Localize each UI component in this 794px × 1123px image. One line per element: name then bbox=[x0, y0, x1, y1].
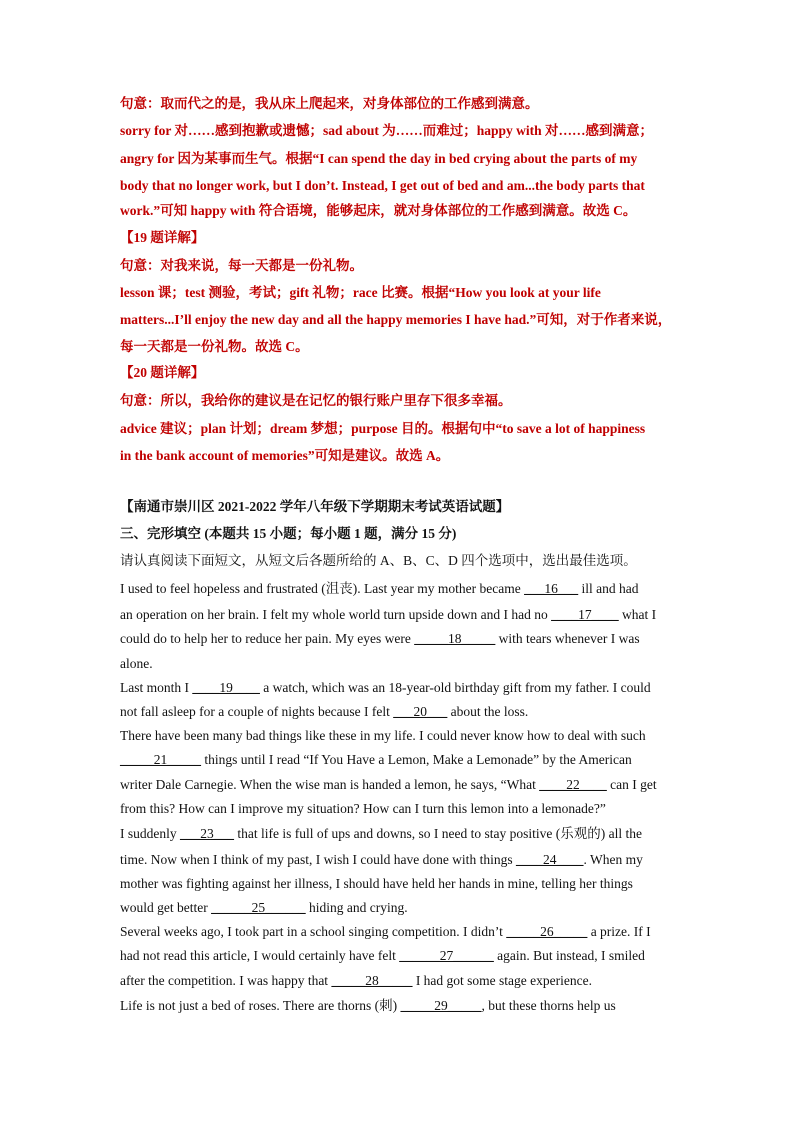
passage-line bbox=[120, 679, 651, 697]
explanation-line: 句意：对我来说，每一天都是一份礼物。 bbox=[120, 258, 363, 273]
blank-23: ___23___ bbox=[180, 826, 234, 841]
passage-text: things until I read “If You Have a Lemon, Make a Lemonade” by the American bbox=[201, 752, 632, 767]
passage-text: had not read this article, I would certainly have felt bbox=[120, 948, 400, 963]
passage-line bbox=[120, 727, 646, 745]
section-heading: 三、完形填空 (本题共 15 小题；每小题 1 题，满分 15 分) bbox=[120, 526, 457, 541]
passage-text: what I bbox=[618, 607, 657, 622]
passage-line bbox=[120, 800, 606, 818]
passage-text: There have been many bad things like these in my life. I could never know how to deal with such bbox=[120, 728, 646, 743]
blank-17: ____17____ bbox=[551, 607, 619, 622]
passage-line bbox=[120, 899, 408, 917]
passage-line bbox=[120, 630, 640, 648]
explanation-line: sorry for 对……感到抱歉或遗憾；sad about 为……而难过；happy with 对……感到满意； bbox=[120, 123, 654, 138]
explanation-line: 句意：取而代之的是，我从床上爬起来，对身体部位的工作感到满意。 bbox=[120, 96, 539, 111]
passage-text: alone. bbox=[120, 656, 153, 671]
passage-line bbox=[120, 825, 642, 843]
passage-text: from this? How can I improve my situation? How can I turn this lemon into a lemonade?” bbox=[120, 801, 606, 816]
passage-text: Life is not just a bed of roses. There are thorns (刺) bbox=[120, 998, 401, 1013]
passage-text: I used to feel hopeless and frustrated (沮丧). Last year my mother became bbox=[120, 581, 525, 596]
passage-line bbox=[120, 972, 592, 990]
passage-text: again. But instead, I smiled bbox=[493, 948, 645, 963]
explanation-line: work.”可知 happy with 符合语境，能够起床，就对身体部位的工作感到满意。故选 C。 bbox=[120, 203, 637, 218]
passage-text: after the competition. I was happy that bbox=[120, 973, 332, 988]
explanation-line: in the bank account of memories”可知是建议。故选 A。 bbox=[120, 448, 450, 463]
passage-text: hiding and crying. bbox=[305, 900, 408, 915]
passage-text: Several weeks ago, I took part in a school singing competition. I didn’t bbox=[120, 924, 507, 939]
exam-title: 【南通市崇川区 2021-2022 学年八年级下学期期末考试英语试题】 bbox=[120, 499, 510, 514]
passage-line bbox=[120, 997, 616, 1015]
explanation-line: body that no longer work, but I don’t. Instead, I get out of bed and am...the body parts that bbox=[120, 178, 645, 193]
passage-text: would get better bbox=[120, 900, 212, 915]
explanation-line: 句意：所以，我给你的建议是在记忆的银行账户里存下很多幸福。 bbox=[120, 393, 512, 408]
passage-text: I had got some stage experience. bbox=[412, 973, 592, 988]
blank-26: _____26_____ bbox=[506, 924, 588, 939]
passage-line bbox=[120, 580, 638, 598]
passage-line bbox=[120, 923, 651, 941]
blank-22: ____22____ bbox=[539, 777, 607, 792]
blank-16: ___16___ bbox=[524, 581, 579, 596]
passage-text: could do to help her to reduce her pain. My eyes were bbox=[120, 631, 415, 646]
explanation-line: 每一天都是一份礼物。故选 C。 bbox=[120, 339, 309, 354]
passage-text: with tears whenever I was bbox=[495, 631, 640, 646]
passage-text: time. Now when I think of my past, I wish I could have done with things bbox=[120, 852, 516, 867]
passage-line bbox=[120, 703, 528, 721]
passage-line bbox=[120, 875, 633, 893]
blank-27: ______27______ bbox=[399, 948, 494, 963]
blank-18: _____18_____ bbox=[414, 631, 496, 646]
passage-text: a prize. If I bbox=[587, 924, 651, 939]
question-20-heading: 【20 题详解】 bbox=[120, 365, 205, 380]
explanation-line: angry for 因为某事而生气。根据“I can spend the day in bed crying about the parts of my bbox=[120, 151, 638, 166]
passage-text: . When my bbox=[583, 852, 643, 867]
explanation-line: advice 建议；plan 计划；dream 梦想；purpose 目的。根据句中“to save a lot of happiness bbox=[120, 421, 646, 436]
passage-text: Last month I bbox=[120, 680, 193, 695]
passage-line bbox=[120, 851, 643, 869]
instruction-text: 请认真阅读下面短文，从短文后各题所给的 A、B、C、D 四个选项中，选出最佳选项。 bbox=[120, 553, 637, 568]
blank-24: ____24____ bbox=[515, 852, 584, 867]
question-19-heading: 【19 题详解】 bbox=[120, 230, 205, 245]
blank-19: ____19____ bbox=[192, 680, 260, 695]
passage-text: an operation on her brain. I felt my whole world turn upside down and I had no bbox=[120, 607, 552, 622]
blank-28: _____28_____ bbox=[331, 973, 413, 988]
passage-line bbox=[120, 751, 632, 769]
blank-29: _____29_____ bbox=[400, 998, 482, 1013]
passage-text: I suddenly bbox=[120, 826, 180, 841]
passage-line bbox=[120, 655, 153, 673]
passage-text: mother was fighting against her illness, I should have held her hands in mine, telling her things bbox=[120, 876, 633, 891]
passage-text: that life is full of ups and downs, so I need to stay positive (乐观的) all the bbox=[234, 826, 642, 841]
passage-text: can I get bbox=[606, 777, 657, 792]
passage-line bbox=[120, 947, 645, 965]
explanation-line: lesson 课；test 测验，考试；gift 礼物；race 比赛。根据“How you look at your life bbox=[120, 285, 601, 300]
passage-text: ill and had bbox=[578, 581, 639, 596]
passage-line bbox=[120, 606, 656, 624]
passage-text: about the loss. bbox=[447, 704, 529, 719]
passage-text: , but these thorns help us bbox=[481, 998, 616, 1013]
passage-text: not fall asleep for a couple of nights because I felt bbox=[120, 704, 394, 719]
blank-25: ______25______ bbox=[211, 900, 306, 915]
blank-21: _____21_____ bbox=[120, 752, 201, 767]
passage-line bbox=[120, 776, 657, 794]
passage-text: a watch, which was an 18-year-old birthday gift from my father. I could bbox=[259, 680, 651, 695]
explanation-line: matters...I’ll enjoy the new day and all the happy memories I have had.”可知，对于作者来说， bbox=[120, 312, 672, 327]
blank-20: ___20___ bbox=[393, 704, 448, 719]
passage-text: writer Dale Carnegie. When the wise man is handed a lemon, he says, “What bbox=[120, 777, 540, 792]
